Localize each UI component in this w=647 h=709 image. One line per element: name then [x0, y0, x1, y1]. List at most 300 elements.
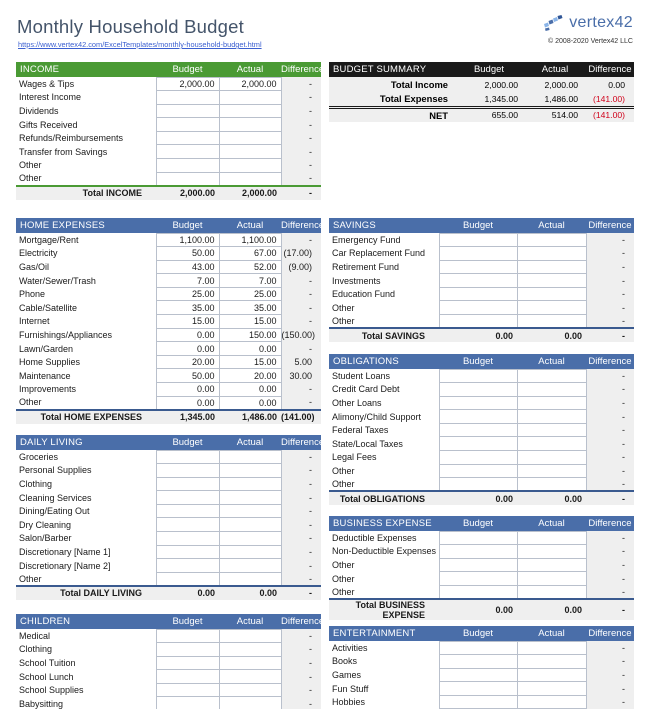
actual-cell[interactable]	[219, 118, 281, 132]
budget-cell[interactable]	[439, 301, 517, 315]
children-rows	[16, 629, 321, 709]
row-label: Personal Supplies	[19, 465, 92, 476]
actual-cell[interactable]	[219, 545, 281, 559]
table-row	[16, 104, 321, 118]
actual-cell[interactable]: 52.00	[219, 260, 281, 274]
budget-cell[interactable]	[156, 683, 219, 697]
budget-cell[interactable]	[156, 464, 219, 478]
row-label: Federal Taxes	[332, 425, 389, 436]
summary-row	[329, 77, 634, 92]
actual-cell[interactable]	[219, 104, 281, 118]
summary-label: NET	[329, 107, 454, 122]
budget-cell[interactable]: 43.00	[156, 260, 219, 274]
row-label: Other	[332, 559, 355, 570]
budget-cell[interactable]	[439, 423, 517, 437]
table-row	[16, 629, 321, 643]
actual-cell[interactable]	[219, 504, 281, 518]
total-difference: -	[586, 328, 634, 342]
actual-cell[interactable]	[517, 437, 586, 451]
budget-cell[interactable]: 15.00	[156, 315, 219, 329]
total-row	[16, 186, 321, 200]
actual-cell[interactable]	[517, 464, 586, 478]
budget-cell[interactable]: 1,100.00	[156, 233, 219, 247]
table-row	[329, 247, 634, 261]
col-header-budget: Budget	[439, 516, 517, 531]
budget-cell[interactable]	[439, 315, 517, 329]
entertainment-table	[329, 626, 634, 709]
actual-cell[interactable]	[517, 369, 586, 383]
col-header-budget: Budget	[156, 218, 219, 233]
total-row	[329, 599, 634, 620]
table-row	[329, 545, 634, 559]
savings-rows	[329, 233, 634, 328]
actual-cell[interactable]	[219, 643, 281, 657]
budget-cell[interactable]: 7.00	[156, 274, 219, 288]
budget-cell[interactable]: 20.00	[156, 355, 219, 369]
budget-summary-table	[329, 62, 634, 122]
difference-cell: -	[281, 159, 321, 173]
total-label: Total BUSINESS EXPENSE	[329, 599, 439, 620]
budget-cell[interactable]	[156, 572, 219, 586]
difference-cell: -	[586, 301, 634, 315]
budget-cell[interactable]: 0.00	[156, 328, 219, 342]
actual-cell[interactable]	[219, 683, 281, 697]
table-row	[16, 172, 321, 186]
row-label: Non-Deductible Expenses	[332, 546, 437, 557]
vertex42-logo-icon	[543, 15, 565, 31]
row-label: Salon/Barber	[19, 533, 72, 544]
budget-cell[interactable]: 35.00	[156, 301, 219, 315]
actual-cell[interactable]: 15.00	[219, 355, 281, 369]
row-label: State/Local Taxes	[332, 438, 403, 449]
difference-cell: -	[281, 172, 321, 186]
actual-cell[interactable]	[219, 629, 281, 643]
difference-cell: -	[586, 287, 634, 301]
business-expense-total	[329, 599, 634, 620]
budget-cell[interactable]: 0.00	[156, 342, 219, 356]
difference-cell: -	[281, 131, 321, 145]
row-label: Other	[332, 465, 355, 476]
difference-cell: -	[586, 369, 634, 383]
col-header-actual: Actual	[517, 218, 586, 233]
budget-cell[interactable]	[439, 396, 517, 410]
actual-cell[interactable]: 0.00	[219, 396, 281, 410]
row-label: Other	[19, 160, 42, 171]
table-row	[16, 545, 321, 559]
actual-cell[interactable]	[219, 491, 281, 505]
total-row	[16, 410, 321, 424]
row-label: Credit Card Debt	[332, 384, 400, 395]
copyright-text: © 2008-2020 Vertex42 LLC	[548, 38, 633, 45]
table-row	[329, 478, 634, 492]
actual-cell[interactable]: 15.00	[219, 315, 281, 329]
actual-cell[interactable]	[517, 423, 586, 437]
difference-cell: -	[281, 572, 321, 586]
income-rows	[16, 77, 321, 186]
actual-cell[interactable]	[219, 145, 281, 159]
table-row	[16, 383, 321, 397]
row-label: Emergency Fund	[332, 234, 401, 245]
budget-cell[interactable]	[439, 233, 517, 247]
actual-cell[interactable]	[517, 260, 586, 274]
row-label: Refunds/Reimbursements	[19, 133, 124, 144]
actual-cell[interactable]	[517, 301, 586, 315]
budget-cell[interactable]	[156, 670, 219, 684]
table-row	[16, 118, 321, 132]
actual-cell[interactable]	[517, 558, 586, 572]
total-budget: 0.00	[156, 586, 219, 600]
row-label: Maintenance	[19, 370, 71, 381]
table-row	[16, 247, 321, 261]
daily-living-rows	[16, 450, 321, 586]
budget-cell[interactable]	[439, 641, 517, 655]
budget-summary-title: BUDGET SUMMARY	[329, 62, 454, 77]
row-label: Other	[19, 573, 42, 584]
children-title: CHILDREN	[16, 614, 156, 629]
daily-living-title: DAILY LIVING	[16, 435, 156, 450]
difference-cell: 5.00	[281, 355, 321, 369]
row-label: Other Loans	[332, 397, 382, 408]
table-row	[16, 131, 321, 145]
actual-cell[interactable]: 0.00	[219, 383, 281, 397]
budget-cell[interactable]	[439, 383, 517, 397]
template-url-link[interactable]: https://www.vertex42.com/ExcelTemplates/monthly-household-budget.html	[18, 40, 262, 49]
budget-cell[interactable]: 50.00	[156, 369, 219, 383]
difference-cell: -	[281, 518, 321, 532]
difference-cell: -	[281, 559, 321, 573]
total-budget: 0.00	[439, 599, 517, 620]
business-expense-table	[329, 516, 634, 620]
actual-cell[interactable]	[219, 559, 281, 573]
table-row	[16, 518, 321, 532]
actual-cell[interactable]	[517, 585, 586, 599]
difference-cell: -	[586, 315, 634, 329]
col-header-budget: Budget	[439, 354, 517, 369]
budget-cell[interactable]: 50.00	[156, 247, 219, 261]
row-label: Transfer from Savings	[19, 146, 108, 157]
budget-cell[interactable]	[439, 437, 517, 451]
total-label: Total SAVINGS	[329, 328, 439, 342]
table-row	[16, 233, 321, 247]
table-row	[16, 450, 321, 464]
difference-cell: -	[281, 383, 321, 397]
table-row	[16, 145, 321, 159]
difference-cell: 30.00	[281, 369, 321, 383]
actual-cell[interactable]	[517, 247, 586, 261]
budget-cell[interactable]	[156, 491, 219, 505]
actual-cell[interactable]	[517, 572, 586, 586]
table-row	[16, 532, 321, 546]
table-row	[16, 355, 321, 369]
difference-cell: -	[586, 247, 634, 261]
budget-cell[interactable]	[156, 545, 219, 559]
col-header-actual: Actual	[219, 435, 281, 450]
table-row	[329, 464, 634, 478]
summary-difference: (141.00)	[586, 107, 634, 122]
row-label: School Lunch	[19, 671, 74, 682]
budget-cell[interactable]	[439, 247, 517, 261]
budget-cell[interactable]	[156, 477, 219, 491]
actual-cell[interactable]	[219, 670, 281, 684]
budget-cell[interactable]	[439, 585, 517, 599]
budget-cell[interactable]	[156, 504, 219, 518]
actual-cell[interactable]	[517, 233, 586, 247]
difference-cell: -	[281, 477, 321, 491]
actual-cell[interactable]	[517, 682, 586, 696]
actual-cell[interactable]: 20.00	[219, 369, 281, 383]
table-row	[16, 328, 321, 342]
difference-cell: -	[586, 641, 634, 655]
total-difference: -	[281, 186, 321, 200]
page-header	[0, 0, 647, 57]
row-label: Discretionary [Name 2]	[19, 560, 111, 571]
actual-cell[interactable]	[219, 91, 281, 105]
actual-cell[interactable]	[219, 477, 281, 491]
table-row	[329, 410, 634, 424]
summary-label: Total Income	[329, 77, 454, 92]
actual-cell[interactable]: 67.00	[219, 247, 281, 261]
actual-cell[interactable]	[219, 172, 281, 186]
obligations-table	[329, 354, 634, 505]
summary-actual: 2,000.00	[524, 77, 586, 92]
summary-label: Total Expenses	[329, 92, 454, 107]
actual-cell[interactable]	[219, 159, 281, 173]
budget-cell[interactable]	[156, 104, 219, 118]
income-title: INCOME	[16, 62, 156, 77]
actual-cell[interactable]: 0.00	[219, 342, 281, 356]
col-header-difference: Difference	[586, 62, 634, 77]
col-header-actual: Actual	[517, 354, 586, 369]
actual-cell[interactable]: 150.00	[219, 328, 281, 342]
actual-cell[interactable]	[517, 287, 586, 301]
table-row	[329, 682, 634, 696]
difference-cell: -	[586, 451, 634, 465]
table-row	[16, 683, 321, 697]
total-difference: -	[586, 599, 634, 620]
table-row	[329, 301, 634, 315]
budget-cell[interactable]	[156, 159, 219, 173]
difference-cell: -	[281, 697, 321, 709]
table-row	[329, 572, 634, 586]
actual-cell[interactable]	[219, 131, 281, 145]
budget-cell[interactable]	[156, 643, 219, 657]
budget-cell[interactable]	[439, 451, 517, 465]
budget-cell[interactable]	[156, 91, 219, 105]
total-row	[329, 491, 634, 505]
home-expenses-rows	[16, 233, 321, 410]
actual-cell[interactable]	[517, 545, 586, 559]
actual-cell[interactable]: 1,100.00	[219, 233, 281, 247]
col-header-budget: Budget	[156, 62, 219, 77]
difference-cell: -	[586, 545, 634, 559]
table-row	[329, 260, 634, 274]
actual-cell[interactable]	[517, 315, 586, 329]
row-label: Water/Sewer/Trash	[19, 275, 96, 286]
table-row	[16, 287, 321, 301]
summary-budget: 1,345.00	[454, 92, 524, 107]
actual-cell[interactable]	[219, 656, 281, 670]
total-difference: -	[586, 491, 634, 505]
difference-cell: -	[281, 491, 321, 505]
total-label: Total OBLIGATIONS	[329, 491, 439, 505]
row-label: Activities	[332, 642, 368, 653]
total-actual: 0.00	[517, 328, 586, 342]
home-expenses-table	[16, 218, 325, 424]
difference-cell: -	[281, 301, 321, 315]
row-label: Electricity	[19, 248, 58, 259]
budget-cell[interactable]: 2,000.00	[156, 77, 219, 91]
table-row	[329, 396, 634, 410]
entertainment-rows	[329, 641, 634, 709]
actual-cell[interactable]	[517, 668, 586, 682]
row-label: Improvements	[19, 384, 77, 395]
budget-cell[interactable]	[156, 172, 219, 186]
budget-cell[interactable]	[439, 410, 517, 424]
budget-cell[interactable]	[439, 572, 517, 586]
budget-cell[interactable]	[156, 518, 219, 532]
actual-cell[interactable]: 2,000.00	[219, 77, 281, 91]
row-label: Other	[19, 397, 42, 408]
difference-cell: -	[281, 233, 321, 247]
table-row	[16, 315, 321, 329]
actual-cell[interactable]: 25.00	[219, 287, 281, 301]
actual-cell[interactable]	[219, 697, 281, 709]
total-difference: (141.00)	[281, 410, 321, 424]
col-header-difference: Difference	[281, 616, 325, 627]
budget-cell[interactable]	[156, 656, 219, 670]
budget-cell[interactable]	[439, 531, 517, 545]
col-header-budget: Budget	[439, 626, 517, 641]
budget-cell[interactable]	[156, 629, 219, 643]
difference-cell: -	[281, 532, 321, 546]
actual-cell[interactable]	[517, 641, 586, 655]
budget-cell[interactable]: 0.00	[156, 396, 219, 410]
budget-cell[interactable]	[439, 655, 517, 669]
difference-cell: -	[586, 464, 634, 478]
difference-cell: (150.00)	[281, 328, 321, 342]
total-actual: 0.00	[517, 599, 586, 620]
actual-cell[interactable]: 7.00	[219, 274, 281, 288]
row-label: School Supplies	[19, 685, 84, 696]
budget-cell[interactable]	[156, 131, 219, 145]
actual-cell[interactable]	[517, 383, 586, 397]
actual-cell[interactable]	[219, 532, 281, 546]
budget-cell[interactable]	[439, 558, 517, 572]
difference-cell: -	[586, 585, 634, 599]
budget-cell[interactable]	[439, 668, 517, 682]
budget-cell[interactable]	[439, 260, 517, 274]
actual-cell[interactable]	[219, 518, 281, 532]
difference-cell: -	[586, 695, 634, 709]
row-label: Games	[332, 669, 362, 680]
actual-cell[interactable]	[517, 478, 586, 492]
budget-cell[interactable]	[439, 682, 517, 696]
budget-cell[interactable]: 25.00	[156, 287, 219, 301]
table-row	[16, 369, 321, 383]
difference-cell: -	[586, 410, 634, 424]
actual-cell[interactable]	[517, 451, 586, 465]
budget-summary-rows	[329, 77, 634, 122]
row-label: Alimony/Child Support	[332, 411, 422, 422]
table-row	[329, 451, 634, 465]
row-label: Medical	[19, 630, 51, 641]
col-header-actual: Actual	[219, 62, 281, 77]
budget-cell[interactable]	[156, 532, 219, 546]
difference-cell: -	[586, 233, 634, 247]
total-difference: -	[281, 586, 321, 600]
row-label: Mortgage/Rent	[19, 234, 79, 245]
actual-cell[interactable]	[517, 695, 586, 709]
total-budget: 0.00	[439, 491, 517, 505]
difference-cell: -	[586, 274, 634, 288]
difference-cell: -	[586, 558, 634, 572]
col-header-actual: Actual	[219, 218, 281, 233]
row-label: Dividends	[19, 105, 59, 116]
page-title: Monthly Household Budget	[17, 16, 244, 37]
col-header-difference: Difference	[281, 64, 325, 75]
budget-cell[interactable]	[439, 695, 517, 709]
budget-cell[interactable]	[439, 369, 517, 383]
actual-cell[interactable]	[517, 396, 586, 410]
table-row	[16, 396, 321, 410]
col-header-actual: Actual	[517, 516, 586, 531]
row-label: Furnishings/Appliances	[19, 329, 113, 340]
budget-cell[interactable]	[156, 118, 219, 132]
actual-cell[interactable]: 35.00	[219, 301, 281, 315]
difference-cell: -	[281, 287, 321, 301]
actual-cell[interactable]	[517, 274, 586, 288]
table-row	[329, 287, 634, 301]
income-total	[16, 186, 321, 200]
actual-cell[interactable]	[219, 572, 281, 586]
table-row	[329, 531, 634, 545]
actual-cell[interactable]	[517, 655, 586, 669]
actual-cell[interactable]	[219, 464, 281, 478]
budget-cell[interactable]	[439, 464, 517, 478]
budget-cell[interactable]	[439, 478, 517, 492]
row-label: Other	[332, 573, 355, 584]
difference-cell: -	[281, 683, 321, 697]
difference-cell: -	[586, 682, 634, 696]
actual-cell[interactable]	[517, 410, 586, 424]
row-label: Other	[332, 586, 355, 597]
budget-cell[interactable]	[439, 287, 517, 301]
table-row	[16, 572, 321, 586]
budget-cell[interactable]	[439, 274, 517, 288]
difference-cell: -	[586, 668, 634, 682]
row-label: Groceries	[19, 451, 59, 462]
row-label: Other	[332, 315, 355, 326]
difference-cell: -	[281, 91, 321, 105]
budget-cell[interactable]	[156, 559, 219, 573]
table-row	[16, 342, 321, 356]
budget-cell[interactable]	[156, 145, 219, 159]
difference-cell: -	[586, 478, 634, 492]
row-label: Wages & Tips	[19, 78, 75, 89]
table-row	[329, 274, 634, 288]
actual-cell[interactable]	[517, 531, 586, 545]
table-row	[16, 477, 321, 491]
budget-cell[interactable]: 0.00	[156, 383, 219, 397]
table-row	[329, 585, 634, 599]
budget-cell[interactable]	[156, 697, 219, 709]
budget-cell[interactable]	[439, 545, 517, 559]
row-label: Gas/Oil	[19, 261, 50, 272]
col-header-difference: Difference	[586, 354, 634, 369]
row-label: Interest Income	[19, 92, 82, 103]
budget-cell[interactable]	[156, 450, 219, 464]
actual-cell[interactable]	[219, 450, 281, 464]
